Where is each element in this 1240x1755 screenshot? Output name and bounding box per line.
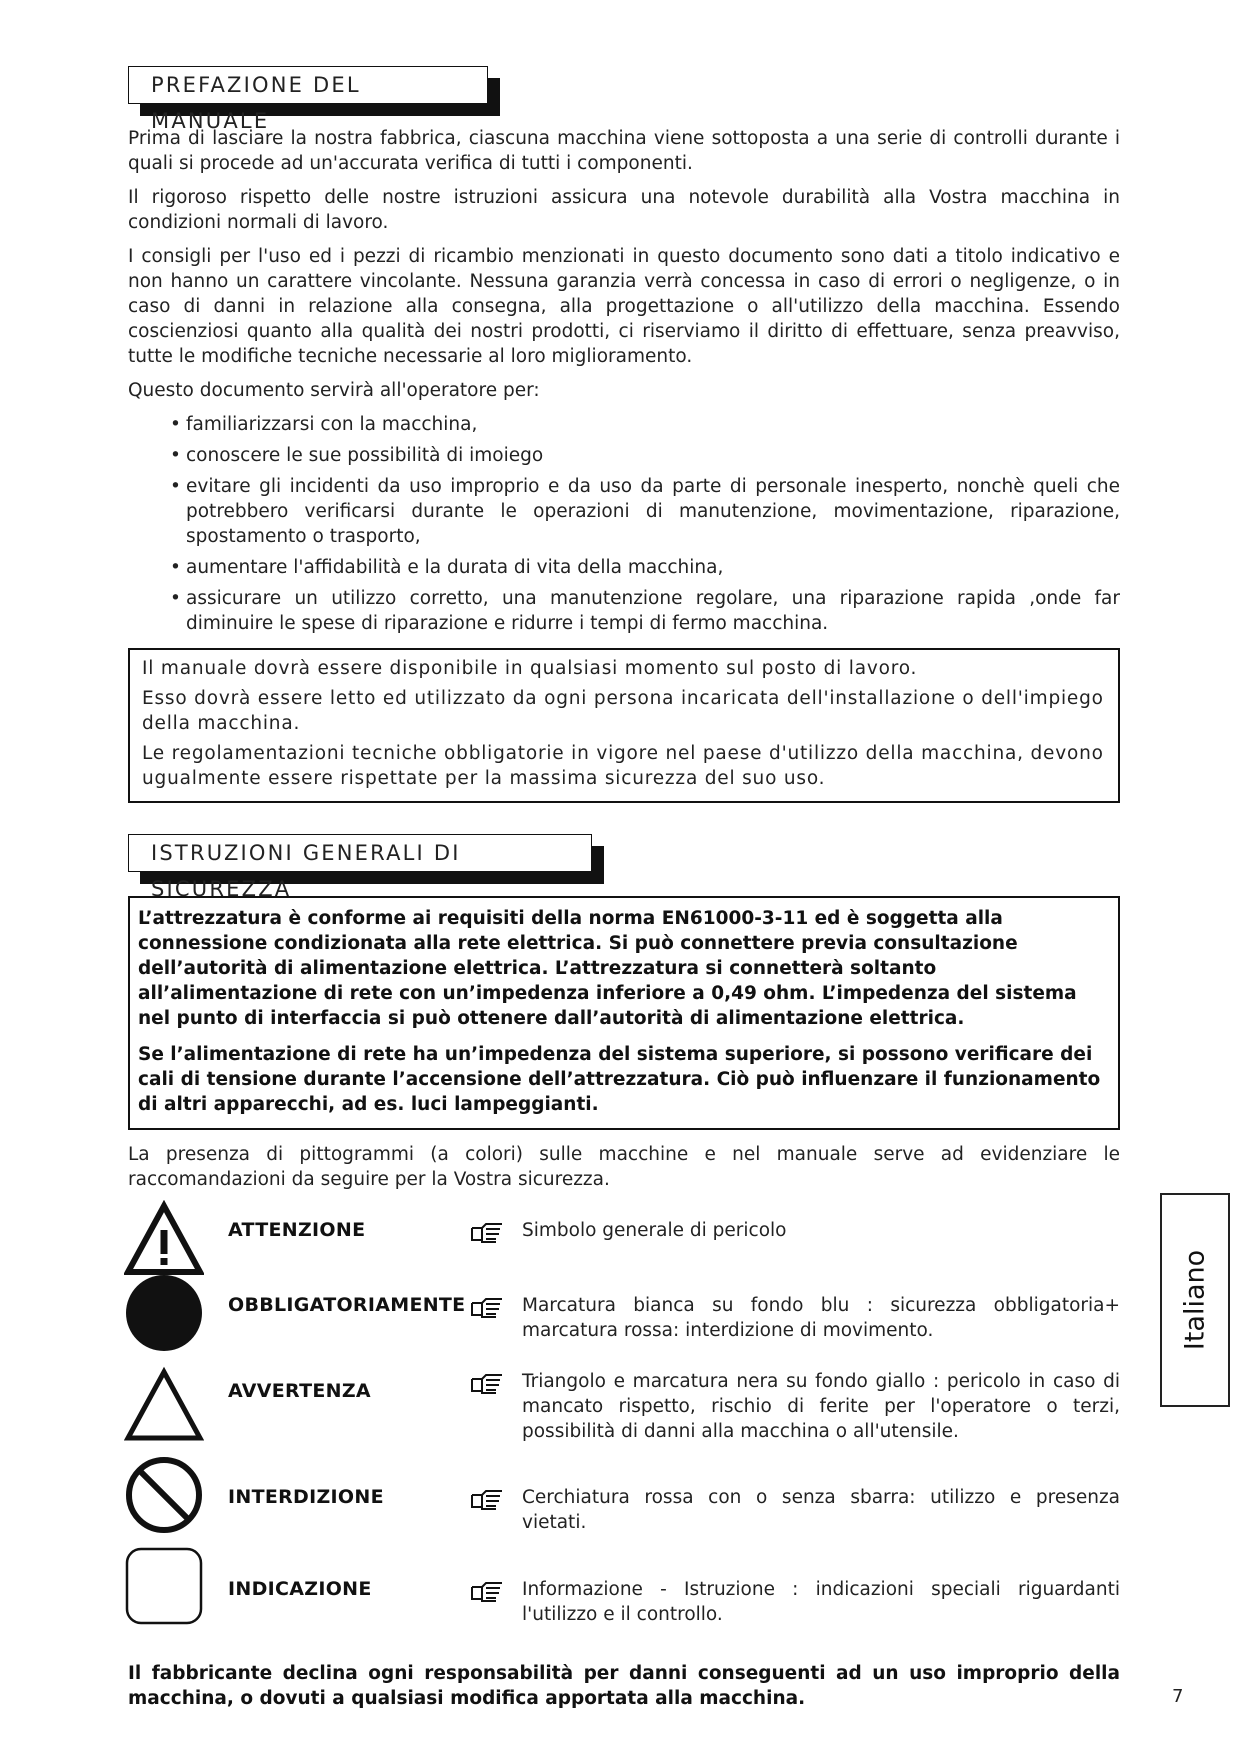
pictogram-description: Cerchiatura rossa con o senza sbarra: utilizzo e presenza vietati. <box>522 1487 1120 1533</box>
manual-note-box <box>128 648 1120 803</box>
prohibition-icon <box>124 1455 204 1535</box>
note-line: Le regolamentazioni tecniche obbligatorie in vigore nel paese d'utilizzo della macchina, devono ugualmente essere rispettate per la massima sicurezza del suo uso. <box>142 743 1104 789</box>
page-number: 7 <box>1172 1686 1184 1707</box>
filled-circle-icon <box>124 1273 204 1353</box>
section-heading-preface-text: PREFAZIONE DEL MANUALE <box>128 66 488 104</box>
list-item: • aumentare l'affidabilità e la durata di vita della macchina, <box>186 555 1120 580</box>
disclaimer: Il fabbricante declina ogni responsabilità per danni conseguenti ad un uso improprio della macchina, o dovuti a qualsiasi modifica apportata alla macchina. <box>128 1663 1120 1709</box>
section-heading-preface <box>128 66 488 133</box>
pictogram-description: Triangolo e marcatura nera su fondo giallo : pericolo in caso di mancato rispetto, rischio di ferite per l'operatore o terzi, possibilità di danni alla macchina o all'utensile. <box>522 1371 1120 1442</box>
pictogram-label: INTERDIZIONE <box>228 1486 384 1508</box>
pictogram-intro: La presenza di pittogrammi (a colori) sulle macchine e nel manuale serve ad evidenziare le raccomandazioni da seguire per la Vostra sicurezza. <box>128 1144 1120 1190</box>
pointing-hand-icon <box>470 1579 506 1603</box>
note-line: Il manuale dovrà essere disponibile in qualsiasi momento sul posto di lavoro. <box>142 658 918 679</box>
list-item: • familiarizzarsi con la macchina, <box>186 412 1120 437</box>
preface-text <box>128 126 1120 412</box>
paragraph: Questo documento servirà all'operatore per: <box>128 380 540 401</box>
paragraph: Il rigoroso rispetto delle nostre istruzioni assicura una notevole durabilità alla Vostra macchina in condizioni normali di lavoro. <box>128 187 1120 233</box>
pictogram-label: AVVERTENZA <box>228 1380 371 1402</box>
pictogram-description: Informazione - Istruzione : indicazioni speciali riguardanti l'utilizzo e il controllo. <box>522 1579 1120 1625</box>
list-item: • evitare gli incidenti da uso improprio e da uso da parte di personale inesperto, nonchè queli che potrebbero verificarsi durante le operazioni di manutenzione, movimentazione, riparazione, spostamento o trasporto, <box>186 474 1120 549</box>
language-tab <box>1160 1193 1230 1407</box>
paragraph: I consigli per l'uso ed i pezzi di ricambio menzionati in questo documento sono dati a titolo indicativo e non hanno un carattere vincolante. Nessuna garanzia verrà concessa in caso di errori o negligenze, o in caso di danni in relazione alla consegna, alla progettazione o all'utilizzo della macchina. Essendo coscienziosi quanto alla qualità dei nostri prodotti, ci riserviamo il diritto di effettuare, senza preavviso, tutte le modifiche tecniche necessarie al loro miglioramento. <box>128 246 1120 367</box>
pointing-hand-icon <box>470 1295 506 1319</box>
pictogram-description: Simbolo generale di pericolo <box>522 1220 787 1241</box>
triangle-icon <box>124 1366 204 1446</box>
note-line: Esso dovrà essere letto ed utilizzato da ogni persona incaricata dell'installazione o dell'impiego della macchina. <box>142 688 1104 734</box>
list-item: • conoscere le sue possibilità di imoiego <box>186 443 1120 468</box>
section-heading-safety-text: ISTRUZIONI GENERALI DI SICUREZZA <box>128 834 592 872</box>
section-heading-safety <box>128 834 592 901</box>
pointing-hand-icon <box>470 1220 506 1244</box>
list-item: • assicurare un utilizzo corretto, una manutenzione regolare, una riparazione rapida ,onde far diminuire le spese di riparazione e ridurre i tempi di fermo macchina. <box>186 586 1120 636</box>
rounded-square-icon <box>124 1546 204 1626</box>
pictogram-label: ATTENZIONE <box>228 1219 366 1241</box>
pictogram-description: Marcatura bianca su fondo blu : sicurezza obbligatoria+ marcatura rossa: interdizione di movimento. <box>522 1295 1120 1341</box>
warning-paragraph: Se l’alimentazione di rete ha un’impedenza del sistema superiore, si possono verificare dei cali di tensione durante l’accensione dell’attrezzatura. Ciò può influenzare il funzionamento di altri apparecchi, ad es. luci lampeggianti. <box>138 1044 1101 1115</box>
paragraph: Prima di lasciare la nostra fabbrica, ciascuna macchina viene sottoposta a una serie di controlli durante i quali si procede ad un'accurata verifica di tutti i componenti. <box>128 128 1120 174</box>
purpose-list <box>186 412 1120 642</box>
pictogram-label: INDICAZIONE <box>228 1578 372 1600</box>
pointing-hand-icon <box>470 1371 506 1395</box>
en61000-warning-box <box>128 896 1120 1130</box>
warning-triangle-icon <box>124 1200 204 1280</box>
warning-paragraph: L’attrezzatura è conforme ai requisiti della norma EN61000-3-11 ed è soggetta alla connessione condizionata alla rete elettrica. Si può connettere previa consultazione dell’autorità di alimentazione elettrica. L’attrezzatura si connetterà soltanto all’alimentazione di rete con un’impedenza inferiore a 0,49 ohm. L’impedenza del sistema nel punto di interfaccia si può ottenere dall’autorità di alimentazione elettrica. <box>138 908 1077 1029</box>
language-tab-label: Italiano <box>1179 1249 1211 1351</box>
pointing-hand-icon <box>470 1487 506 1511</box>
pictogram-label: OBBLIGATORIAMENTE <box>228 1294 466 1316</box>
